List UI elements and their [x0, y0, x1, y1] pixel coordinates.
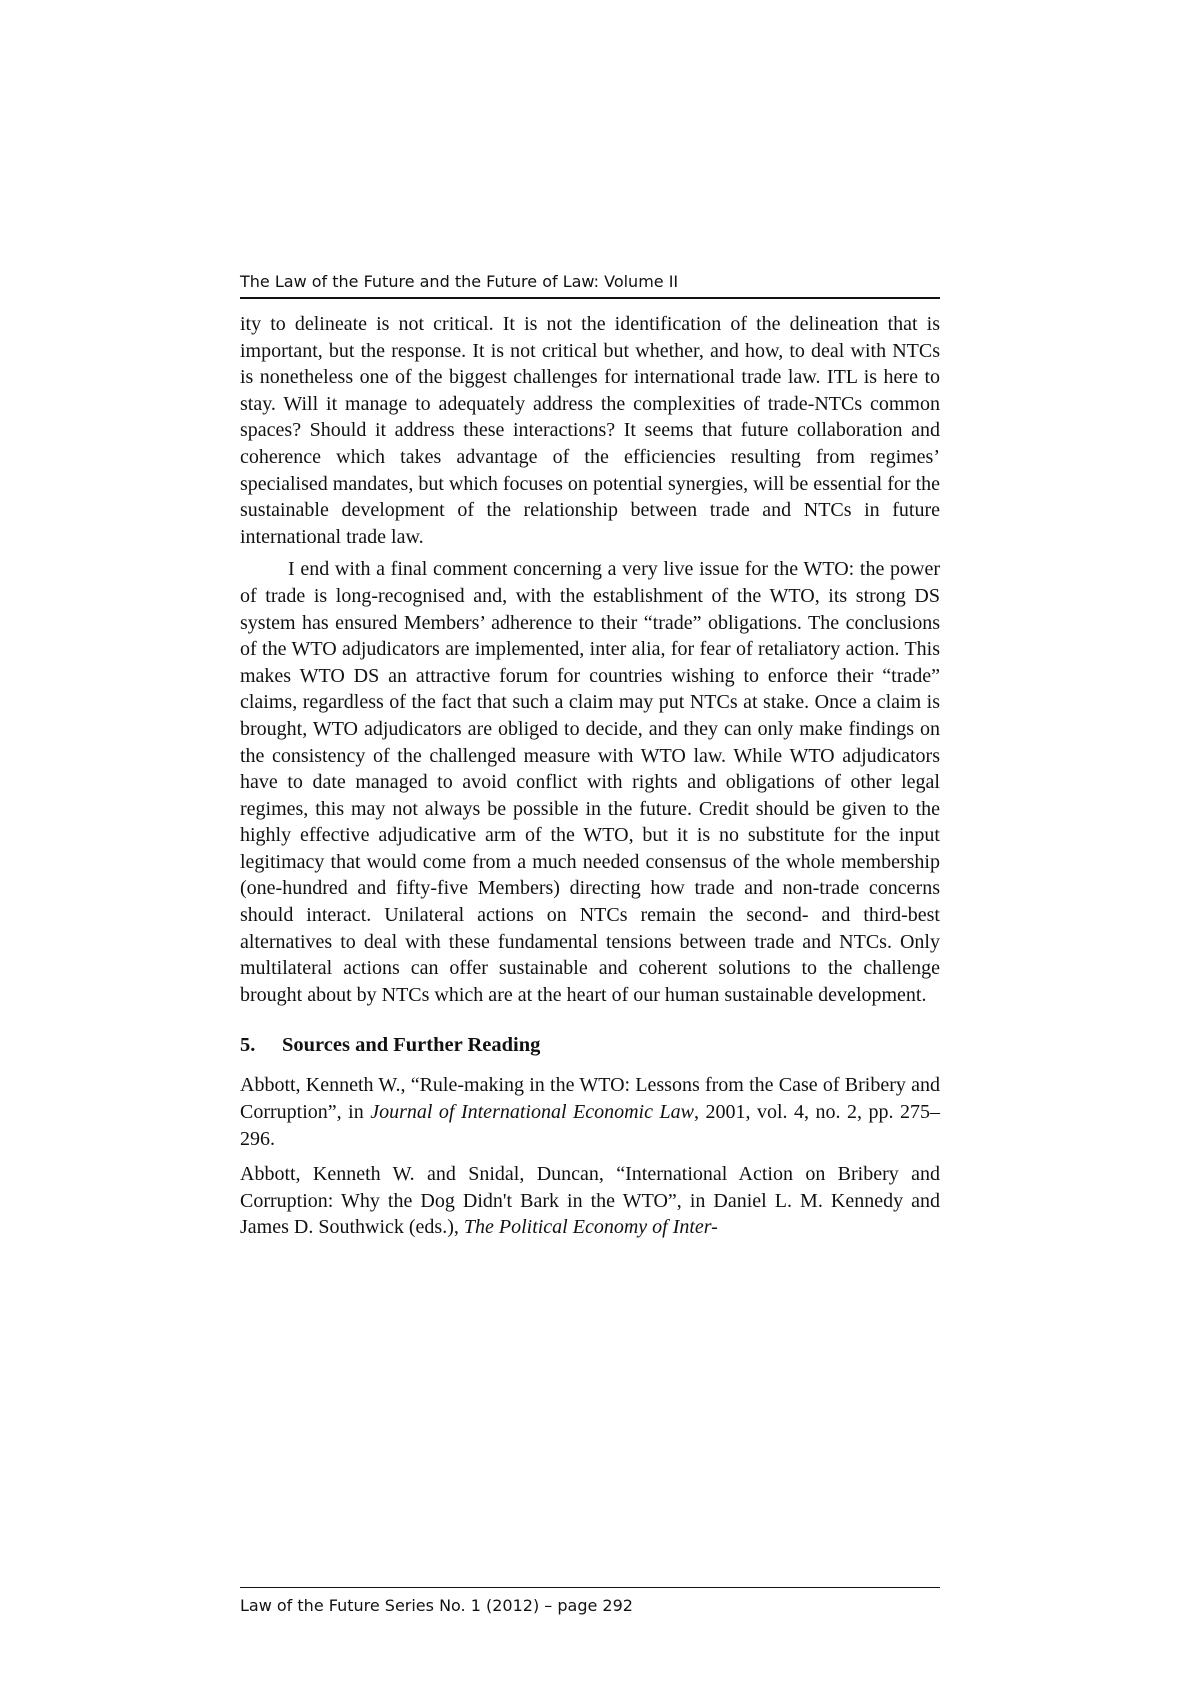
reference-2-book-title: The Political Economy of Inter-	[463, 1216, 718, 1239]
reference-2-text: Abbott, Kenneth W. and Snidal, Duncan, “International Action on Bribery and Corruption: Why the Dog Didn't Bark in the WTO”, in Daniel L. M. Kennedy and James D. Southwick (eds.),	[240, 1163, 940, 1239]
reference-entry-2	[240, 1161, 940, 1241]
page-footer	[240, 1587, 940, 1616]
body-text	[240, 311, 940, 1008]
reference-1-details: , 2001, vol. 4, no. 2, pp. 275–296.	[240, 1101, 940, 1150]
footer-text: Law of the Future Series No. 1 (2012) – page 292	[240, 1596, 633, 1615]
section-heading	[240, 1032, 940, 1058]
reference-entry-1	[240, 1072, 940, 1152]
running-header: The Law of the Future and the Future of Law: Volume II	[240, 272, 940, 299]
page-content	[240, 272, 940, 1250]
section-title: Sources and Further Reading	[282, 1034, 541, 1057]
reference-1-text: Abbott, Kenneth W., “Rule-making in the WTO: Lessons from the Case of Bribery and Corruption”, in	[240, 1074, 940, 1124]
footer-divider	[240, 1587, 940, 1588]
section-number: 5.	[240, 1034, 256, 1057]
body-paragraph-1: ity to delineate is not critical. It is not the identification of the delineation that is important, but the response. It is not critical but whether, and how, to deal with NTCs is nonetheless one of the biggest challenges for international trade law. ITL is here to stay. Will it manage to adequately address the complexities of trade-NTCs common spaces? Should it address these interactions? It seems that future collaboration and coherence which takes advantage of the efficiencies resulting from regimes’ specialised mandates, but which focuses on potential synergies, will be essential for the sustainable development of the relationship between trade and NTCs in future international trade law.	[240, 313, 940, 548]
body-paragraph-2: I end with a final comment concerning a very live issue for the WTO: the power of trade is long-recognised and, with the establishment of the WTO, its strong DS system has ensured Members’ adherence to their “trade” obligations. The conclusions of the WTO adjudicators are implemented, inter alia, for fear of retaliatory action. This makes WTO DS an attractive forum for countries wishing to enforce their “trade” claims, regardless of the fact that such a claim may put NTCs at stake. Once a claim is brought, WTO adjudicators are obliged to decide, and they can only make findings on the consistency of the challenged measure with WTO law. While WTO adjudicators have to date managed to avoid conflict with rights and obligations of other legal regimes, this may not always be possible in the future. Credit should be given to the highly effective adjudicative arm of the WTO, but it is no substitute for the input legitimacy that would come from a much needed consensus of the whole membership (one-hundred and fifty-five Members) directing how trade and non-trade concerns should interact. Unilateral actions on NTCs remain the second- and third-best alternatives to deal with these fundamental tensions between trade and NTCs. Only multilateral actions can offer sustainable and coherent solutions to the challenge brought about by NTCs which are at the heart of our human sustainable development.	[240, 558, 940, 1006]
reference-1-journal: Journal of International Economic Law	[370, 1101, 694, 1124]
